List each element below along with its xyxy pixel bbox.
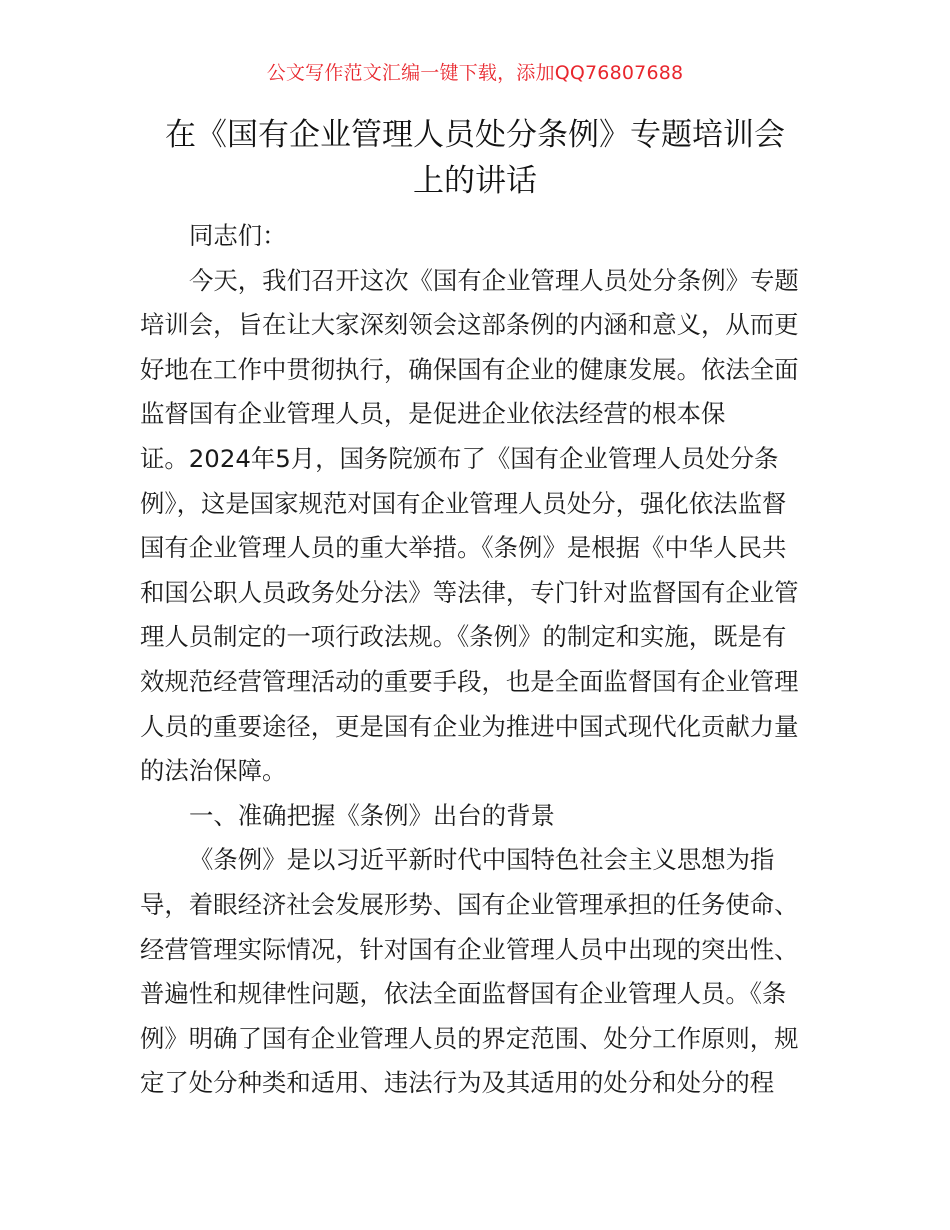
- text-line: 人员的重要途径，更是国有企业为推进中国式现代化贡献力量: [140, 711, 799, 741]
- text-line: 今天，我们召开这次《国有企业管理人员处分条例》专题: [189, 265, 799, 295]
- section-heading: 一、准确把握《条例》出台的背景: [189, 800, 555, 830]
- title-line-1: 在《国有企业管理人员处分条例》专题培训会: [165, 117, 785, 153]
- text-line: 国有企业管理人员的重大举措。《条例》是根据《中华人民共: [140, 533, 787, 563]
- text-line: 普遍性和规律性问题，依法全面监督国有企业管理人员。《条: [140, 979, 787, 1009]
- document-body: [140, 214, 812, 1106]
- text-line: 定了处分种类和适用、违法行为及其适用的处分和处分的程: [140, 1068, 775, 1098]
- download-watermark: 公文写作范文汇编一键下载，添加QQ76807688: [266, 62, 684, 84]
- text-line: 导，着眼经济社会发展形势、国有企业管理承担的任务使命、: [140, 889, 799, 919]
- text-line: 证。2024年5月，国务院颁布了《国有企业管理人员处分条: [140, 443, 779, 473]
- text-line: 例》，这是国家规范对国有企业管理人员处分，强化依法监督: [140, 488, 787, 518]
- text-line: 经营管理实际情况，针对国有企业管理人员中出现的突出性、: [140, 934, 799, 964]
- text-line: 效规范经营管理活动的重要手段，也是全面监督国有企业管理: [140, 666, 799, 696]
- text-line: 《条例》是以习近平新时代中国特色社会主义思想为指: [189, 845, 775, 875]
- text-line: 监督国有企业管理人员，是促进企业依法经营的根本保: [140, 399, 726, 429]
- paragraph-1: [140, 259, 812, 794]
- text-line: 例》明确了国有企业管理人员的界定范围、处分工作原则，规: [140, 1023, 799, 1053]
- page-title: [130, 112, 820, 204]
- text-line: 理人员制定的一项行政法规。《条例》的制定和实施，既是有: [140, 622, 787, 652]
- title-line-2: 上的讲话: [413, 163, 537, 199]
- salutation: 同志们：: [189, 221, 287, 250]
- text-line: 的法治保障。: [140, 756, 287, 786]
- paragraph-2: [140, 838, 812, 1106]
- text-line: 培训会，旨在让大家深刻领会这部条例的内涵和意义，从而更: [140, 310, 799, 340]
- text-line: 好地在工作中贯彻执行，确保国有企业的健康发展。依法全面: [140, 354, 799, 384]
- text-line: 和国公职人员政务处分法》等法律，专门针对监督国有企业管: [140, 577, 799, 607]
